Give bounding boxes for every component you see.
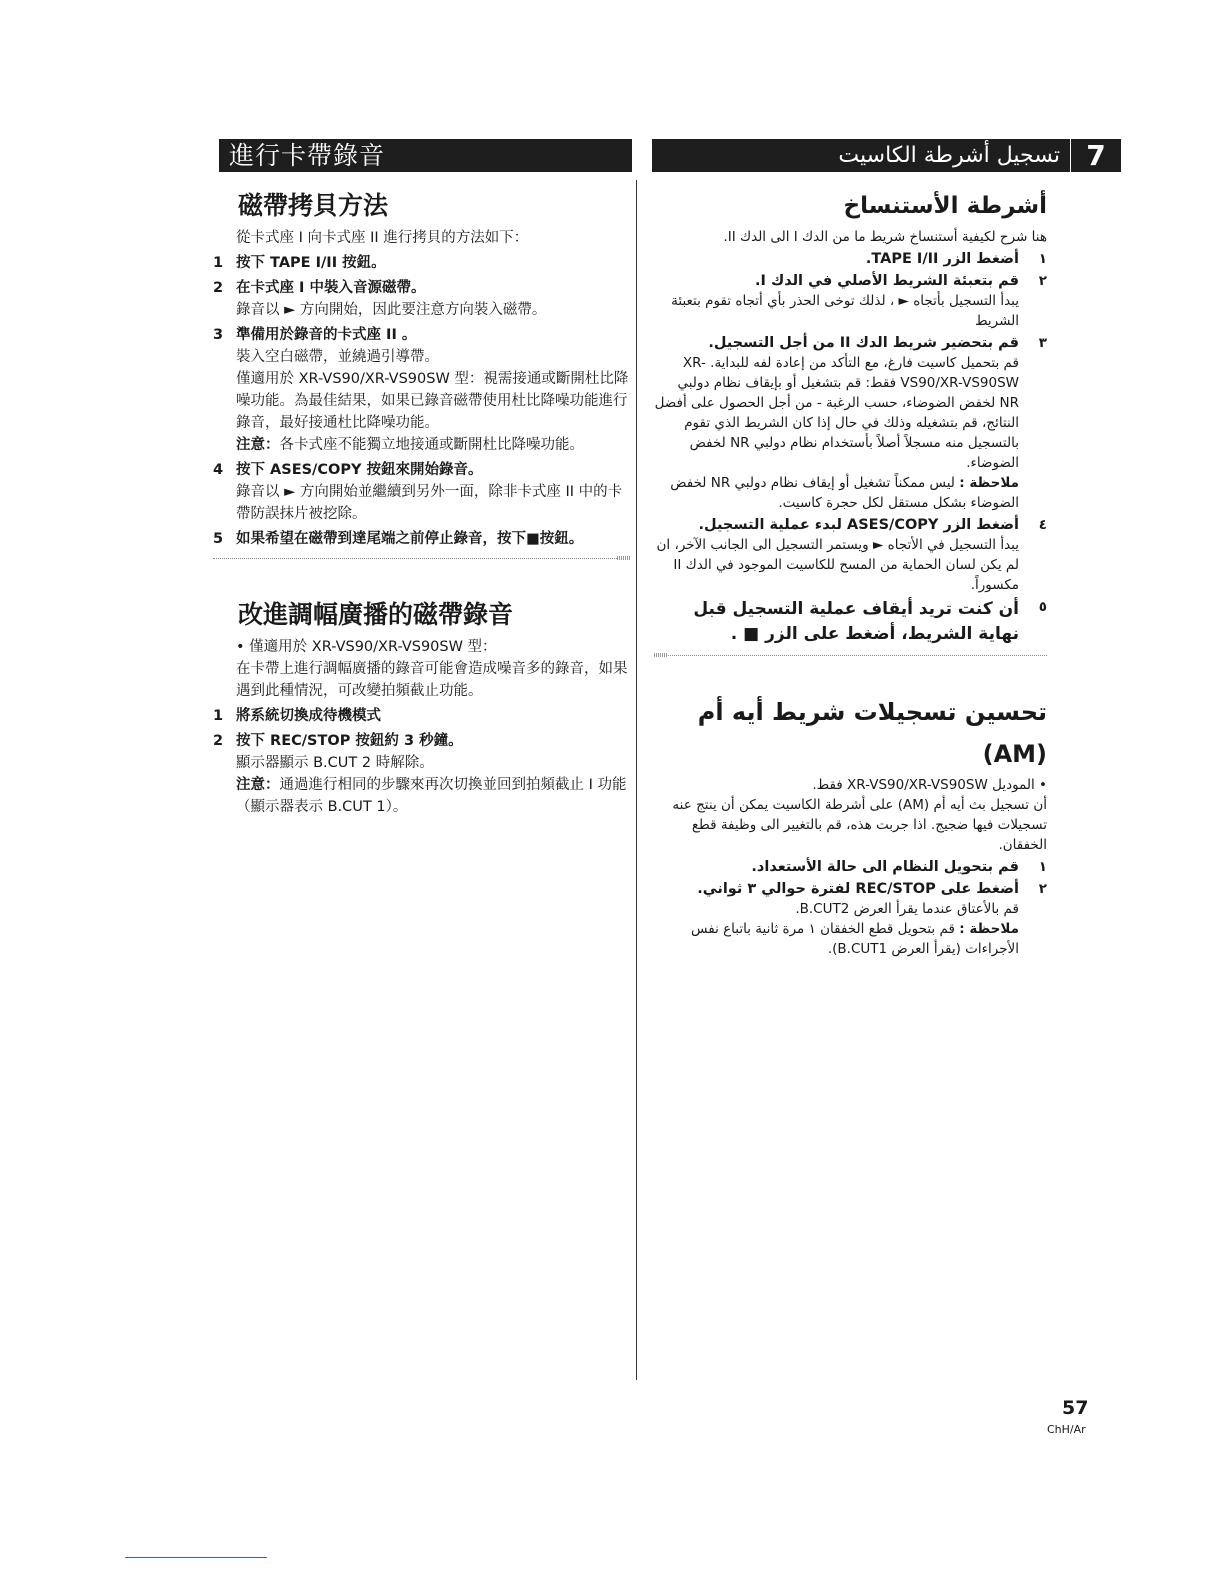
step-item xyxy=(213,277,631,321)
note-text: ليس ممكناً تشغيل أو إيقاف نظام دولبي NR لخفض الضوضاء بشكل مستقل لكل حجرة كاسيت. xyxy=(670,475,1019,511)
step-number: 4 xyxy=(213,462,224,478)
section-intro-ar: أن تسجيل بث أيه أم (AM) على أشرطة الكاسيت يمكن أن ينتج عنه تسجيلات فيها ضجيج. اذا جربت هذه، قم بالتغيير الى وظيفة قطع الخفقان. xyxy=(672,797,1047,853)
step-item-ar xyxy=(654,271,1047,331)
section-intro-ar: هنا شرح لكيفية أستنساخ شريط ما من الدك I الى الدك II. xyxy=(723,229,1047,245)
step-title: أضغط على REC/STOP لفترة حوالي ٣ ثواني. xyxy=(697,881,1019,897)
step-number: 3 xyxy=(213,327,224,343)
step-item xyxy=(213,459,631,525)
step-note xyxy=(654,473,1019,513)
step-item xyxy=(213,705,631,727)
step-title: 準備用於錄音的卡式座 II 。 xyxy=(236,327,417,343)
section-title-copy-ar: أشرطة الأستنساخ xyxy=(843,193,1047,219)
left-column xyxy=(213,185,631,818)
step-title: 將系統切換成待機模式 xyxy=(236,708,381,724)
chapter-number: 7 xyxy=(1071,139,1121,172)
step-title: أن كنت تريد أيقاف عملية التسجيل قبل نهاية الشريط، أضغط على الزر ■ . xyxy=(693,599,1019,644)
step-description: 錄音以 ► 方向開始，因此要注意方向裝入磁帶。 xyxy=(236,302,547,318)
step-item-ar xyxy=(654,857,1047,877)
step-number: ١ xyxy=(1038,251,1047,267)
step-item-ar xyxy=(654,515,1047,595)
step-title: 如果希望在磁帶到達尾端之前停止錄音，按下■按鈕。 xyxy=(236,531,584,547)
step-description: يبدأ التسجيل بأتجاه ► ، لذلك توخى الحذر بأي أتجاه تقوم بتعبئة الشريط xyxy=(671,293,1019,329)
step-title: 在卡式座 I 中裝入音源磁帶。 xyxy=(236,280,426,296)
step-number: ٤ xyxy=(1038,517,1047,533)
step-title: 按下 ASES/COPY 按鈕來開始錄音。 xyxy=(236,462,483,478)
right-section-banner xyxy=(652,139,1070,172)
step-number: ١ xyxy=(1038,859,1047,875)
step-note xyxy=(654,919,1019,959)
column-divider xyxy=(636,180,637,1380)
step-number: ٥ xyxy=(1038,599,1047,615)
step-number: 5 xyxy=(213,531,224,547)
step-description: يبدأ التسجيل في الأتجاه ► ويستمر التسجيل الى الجانب الآخر، ان لم يكن لسان الحماية من المسح للكاسيت الموجود في الدك II مكسوراً. xyxy=(656,537,1019,593)
step-item-ar xyxy=(654,879,1047,959)
step-title: 按下 TAPE I/II 按鈕。 xyxy=(236,255,386,271)
step-item-ar xyxy=(654,597,1047,647)
step-description: قم بتحميل كاسيت فارغ، مع التأكد من إعادة لفه للبداية. XR-VS90/XR-VS90SW فقط: قم بتشغيل أو بإيقاف نظام دولبي NR لخفض الضوضاء، حسب الرغبة - من أجل الحصول على أفضل النتائج، قم بتشغيله وذلك في حال إذا كان الشريط الذي تقوم بالتسجيل منه مسجلاً أصلاً بأستخدام نظام دولبي NR لخفض الضوضاء. xyxy=(654,355,1019,471)
step-title: أضغط الزر TAPE I/II. xyxy=(865,251,1019,267)
step-description: 錄音以 ► 方向開始並繼續到另外一面，除非卡式座 II 中的卡帶防誤抹片被挖除。 xyxy=(236,484,623,522)
note-label: ملاحظة : xyxy=(959,475,1019,491)
step-item-ar xyxy=(654,249,1047,269)
note-text: 通過進行相同的步驟來再次切換並回到拍頻截止 I 功能（顯示器表示 B.CUT 1）。 xyxy=(236,777,627,815)
step-item xyxy=(213,324,631,456)
section-title-am: 改進調幅廣播的磁帶錄音 xyxy=(238,600,514,629)
step-description: قم بالأعتاق عندما يقرأ العرض B.CUT2. xyxy=(795,901,1019,917)
step-title: قم بتعبئة الشريط الأصلي في الدك I. xyxy=(754,273,1019,289)
model-bullet-ar: • الموديل XR-VS90/XR-VS90SW فقط. xyxy=(812,777,1047,793)
note-text: قم بتحويل قطع الخفقان ١ مرة ثانية باتباع نفس الأجراءات (يقرأ العرض B.CUT1). xyxy=(691,921,1019,957)
step-description: 僅適用於 XR-VS90/XR-VS90SW 型：視需接通或斷開杜比降噪功能。為最佳結果，如果已錄音磁帶使用杜比降噪功能進行錄音，最好接通杜比降噪功能。 xyxy=(236,371,629,431)
note-text: 各卡式座不能獨立地接通或斷開杜比降噪功能。 xyxy=(279,437,584,453)
right-column xyxy=(654,185,1047,959)
right-banner-title: تسجيل أشرطة الكاسيت xyxy=(838,143,1060,168)
note-label: 注意： xyxy=(236,437,280,453)
step-number: 2 xyxy=(213,280,224,296)
step-number: ٣ xyxy=(1038,335,1047,351)
language-code: ChH/Ar xyxy=(1047,1423,1086,1436)
footer-rule xyxy=(125,1557,267,1558)
model-bullet: • 僅適用於 XR-VS90/XR-VS90SW 型： xyxy=(236,639,497,655)
step-title: قم بتحويل النظام الى حالة الأستعداد. xyxy=(751,859,1019,875)
section-intro: 在卡帶上進行調幅廣播的錄音可能會造成噪音多的錄音，如果遇到此種情況，可改變拍頻截止功能。 xyxy=(236,661,628,699)
step-note xyxy=(236,434,631,456)
section-intro: 從卡式座 I 向卡式座 II 進行拷貝的方法如下： xyxy=(236,230,529,246)
step-number: ٢ xyxy=(1038,273,1047,289)
step-title: أضغط الزر ASES/COPY لبدء عملية التسجيل. xyxy=(698,517,1019,533)
step-item xyxy=(213,252,631,274)
step-note xyxy=(236,774,631,818)
step-number: 1 xyxy=(213,255,224,271)
section-title-copy: 磁帶拷貝方法 xyxy=(238,191,389,220)
left-section-banner xyxy=(219,139,632,172)
step-description: 顯示器顯示 B.CUT 2 時解除。 xyxy=(236,755,434,771)
step-number: 1 xyxy=(213,708,224,724)
step-title: 按下 REC/STOP 按鈕約 3 秒鐘。 xyxy=(236,733,463,749)
step-title: قم بتحضير شريط الدك II من أجل التسجيل. xyxy=(708,335,1019,351)
step-description: 裝入空白磁帶，並繞過引導帶。 xyxy=(236,349,439,365)
step-item-ar xyxy=(654,333,1047,513)
page-number: 57 xyxy=(1062,1397,1089,1419)
step-number: 2 xyxy=(213,733,224,749)
step-number: ٢ xyxy=(1038,881,1047,897)
section-title-am-ar: تحسين تسجيلات شريط أيه أم (AM) xyxy=(697,698,1047,768)
step-item xyxy=(213,730,631,818)
note-label: ملاحظة : xyxy=(959,921,1019,937)
left-banner-title: 進行卡帶錄音 xyxy=(229,141,386,170)
step-item xyxy=(213,528,631,550)
note-label: 注意： xyxy=(236,777,280,793)
